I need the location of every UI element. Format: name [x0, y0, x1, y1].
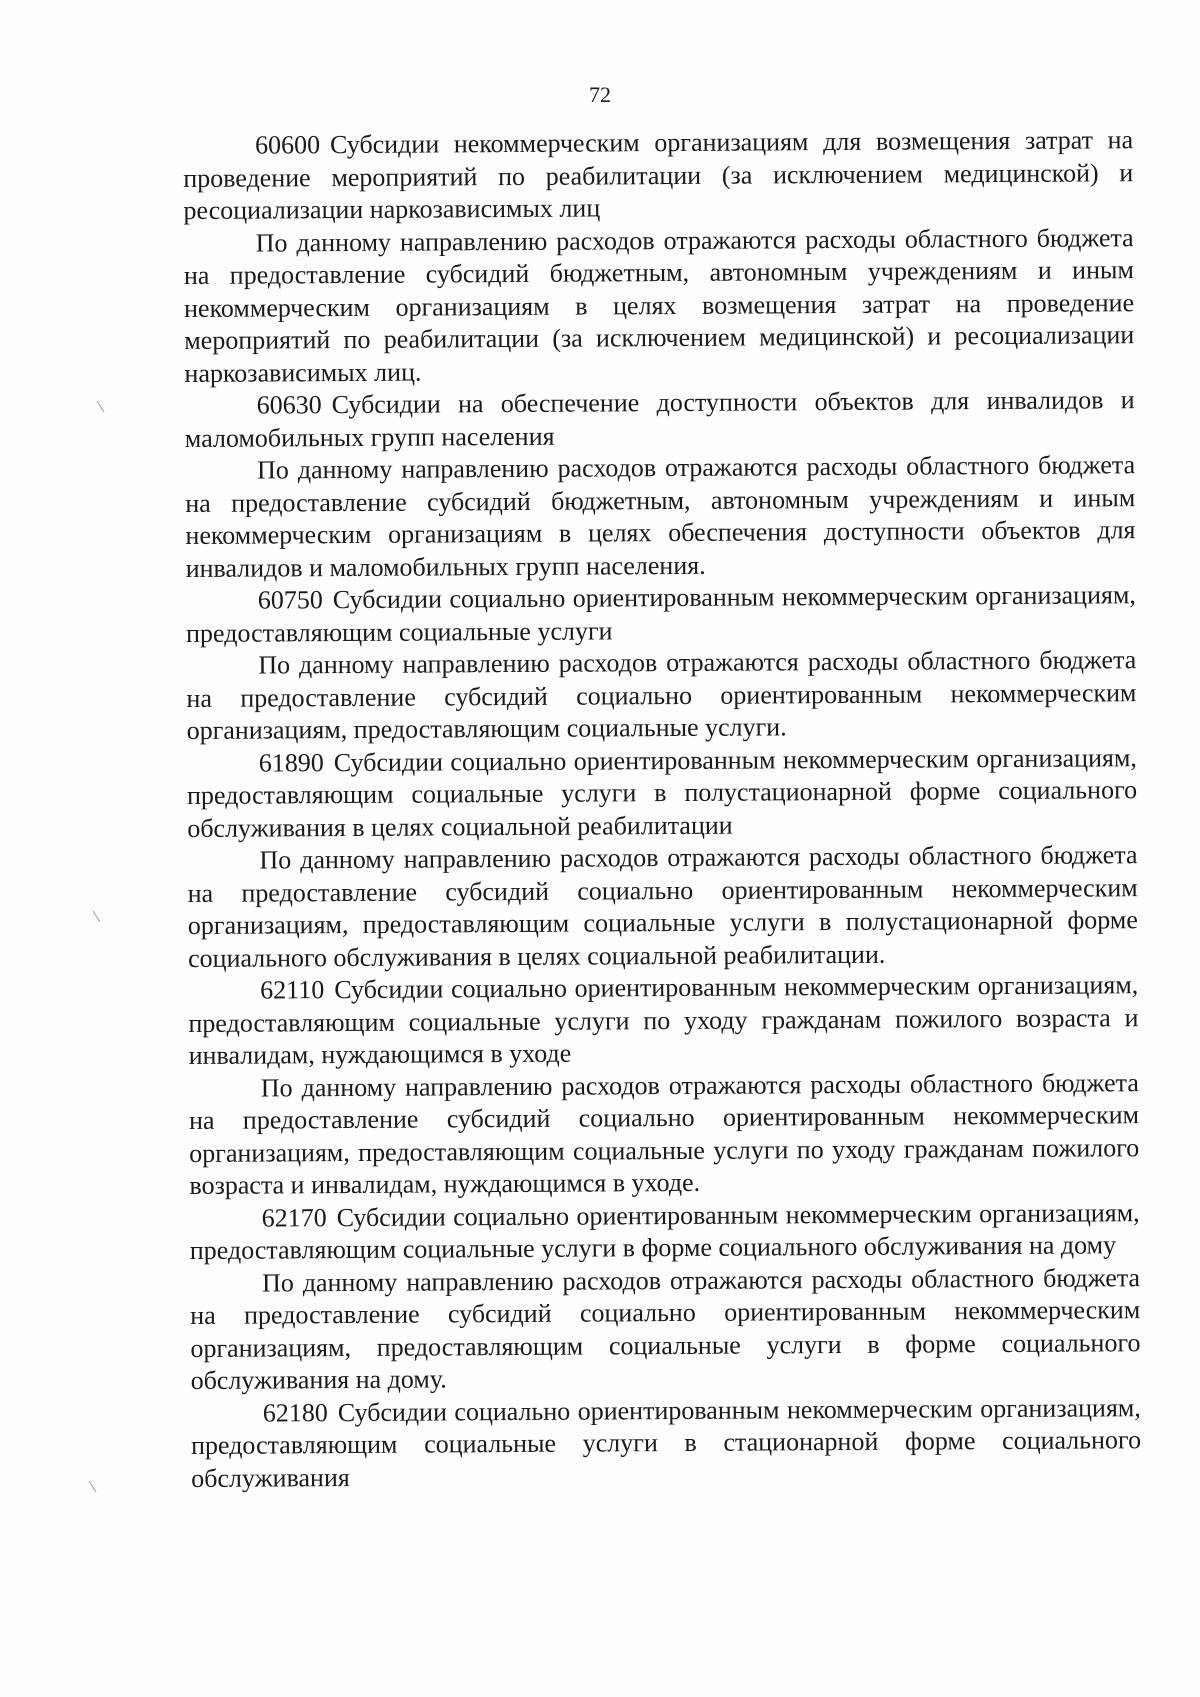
section-heading [187, 742, 1138, 845]
section-description: По данному направлению расходов отражаются расходы областного бюджета на предоставление субсидий бюджетным, автономным учреждениям и иным некоммерческим организациям в целях обеспечения доступности объектов для инвалидов и маломобильных групп населения. [185, 450, 1136, 583]
section-code: 60750 [257, 585, 323, 615]
section-title: Субсидии социально ориентированным некоммерческим организациям, предоставляющим социальные услуги [185, 580, 1136, 648]
page-number: 72 [589, 82, 611, 107]
section-heading [190, 1197, 1140, 1268]
section-description: По данному направлению расходов отражаются расходы областного бюджета на предоставление субсидий социально ориентированным некоммерческим организациям, предоставляющим социальные услуги. [186, 645, 1137, 745]
scan-speck [88, 1480, 98, 1494]
section-description: По данному направлению расходов отражаются расходы областного бюджета на предоставление субсидий социально ориентированным некоммерческим организациям, предоставляющим социальные услуги в полустационарной форме социального обслуживания в целях социальной реабилитации. [187, 840, 1138, 973]
section-title: Субсидии некоммерческим организациям для возмещения затрат на проведение мероприятий по реабилитации (за исключением медицинской) и ресоциализации наркозависимых лиц [183, 125, 1134, 225]
section-title: Субсидии социально ориентированным некоммерческим организациям, предоставляющим социальные услуги в форме социального обслуживания на дому [189, 1197, 1140, 1265]
scan-speck [92, 910, 102, 924]
section-title: Субсидии социально ориентированным некоммерческим организациям, предоставляющим социальные услуги в стационарной форме социального обслуживания [190, 1392, 1142, 1493]
section-heading [191, 1392, 1142, 1495]
section-title: Субсидии социально ориентированным некоммерческим организациям, предоставляющим социальные услуги по уходу гражданам пожилого возраста и инвалидам, нуждающимся в уходе [188, 970, 1139, 1070]
section-description: По данному направлению расходов отражаются расходы областного бюджета на предоставление субсидий социально ориентированным некоммерческим организациям, предоставляющим социальные услуги по уходу гражданам пожилого возраста и инвалидам, нуждающимся в уходе. [188, 1067, 1140, 1200]
section-code: 61890 [258, 747, 324, 778]
section-description: По данному направлению расходов отражаются расходы областного бюджета на предоставление субсидий бюджетным, автономным учреждениям и иным некоммерческим организациям в целях возмещения затрат на проведение мероприятий по реабилитации (за исключением медицинской) и ресоциализации наркозависимых лиц. [183, 222, 1135, 388]
section-code: 62170 [261, 1202, 327, 1233]
section-code: 60600 [255, 130, 321, 160]
section-code: 62180 [262, 1397, 328, 1428]
section-heading [188, 969, 1139, 1072]
scan-speck [96, 400, 106, 414]
section-heading [183, 124, 1134, 227]
section-heading [185, 384, 1135, 455]
section-description: По данному направлению расходов отражаются расходы областного бюджета на предоставление субсидий социально ориентированным некоммерческим организациям, предоставляющим социальные услуги в форме социального обслуживания на дому. [190, 1262, 1141, 1395]
section-code: 62110 [260, 975, 325, 1005]
section-title: Субсидии социально ориентированным некоммерческим организациям, предоставляющим социальные услуги в полустационарной форме социального обслуживания в целях социальной реабилитации [186, 742, 1138, 843]
section-title: Субсидии на обеспечение доступности объектов для инвалидов и маломобильных групп населения [184, 385, 1135, 453]
document-body [183, 124, 1141, 1495]
section-heading [186, 579, 1136, 650]
section-code: 60630 [256, 390, 322, 420]
